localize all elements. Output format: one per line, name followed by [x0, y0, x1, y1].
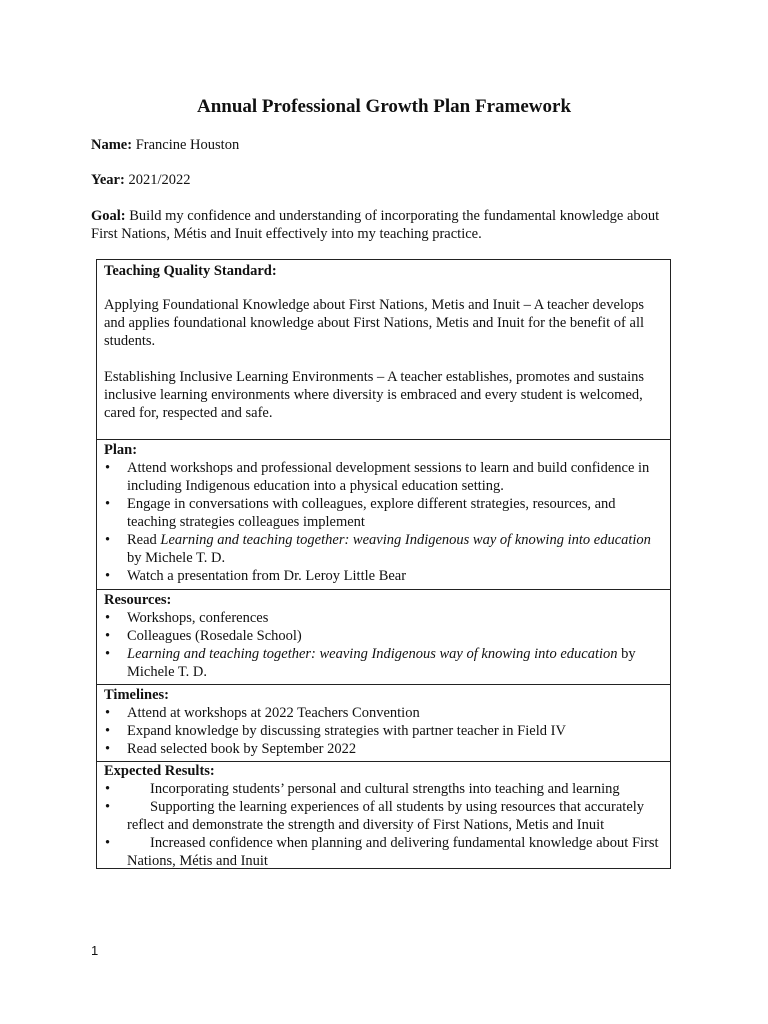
goal-label: Goal:: [91, 208, 126, 224]
document-title: Annual Professional Growth Plan Framework: [196, 96, 572, 117]
list-item: • Supporting the learning experiences of all students by using resources that accurately reflect and demonstrate the strength and diversity of First Nations, Metis and Inuit: [104, 798, 662, 834]
name-line: [91, 136, 681, 154]
list-item: • Read Learning and teaching together: weaving Indigenous way of knowing into education by Michele T. D.: [104, 531, 662, 567]
section-plan: [97, 439, 670, 589]
section-teaching-standard: [97, 260, 670, 439]
plan-list: [104, 459, 662, 585]
goal-value: Build my confidence and understanding of incorporating the fundamental knowledge about First Nations, Métis and Inuit effectively into my teaching practice.: [91, 208, 660, 242]
list-item: • Read selected book by September 2022: [104, 740, 662, 758]
section-heading: Resources:: [104, 592, 172, 608]
section-heading: Teaching Quality Standard:: [104, 263, 277, 279]
section-resources: [97, 589, 670, 684]
timelines-list: [104, 704, 662, 758]
standard-paragraph-2: Establishing Inclusive Learning Environments – A teacher establishes, promotes and sustains inclusive learning environments where diversity is embraced and every student is welcomed, cared for, respected and safe.: [104, 369, 645, 421]
book-title: Learning and teaching together: weaving Indigenous way of knowing into education: [160, 532, 651, 548]
name-value: Francine Houston: [135, 137, 240, 153]
list-item: • Watch a presentation from Dr. Leroy Little Bear: [104, 567, 662, 585]
list-item: • Increased confidence when planning and delivering fundamental knowledge about First Nations, Métis and Inuit: [104, 834, 662, 870]
book-title: Learning and teaching together: weaving Indigenous way of knowing into education: [127, 646, 618, 662]
section-heading: Plan:: [104, 442, 138, 458]
section-heading: Timelines:: [104, 687, 169, 703]
year-value: 2021/2022: [128, 172, 191, 188]
list-item: • Incorporating students’ personal and cultural strengths into teaching and learning: [104, 780, 662, 798]
list-item: • Expand knowledge by discussing strategies with partner teacher in Field IV: [104, 722, 662, 740]
list-item: • Engage in conversations with colleagues, explore different strategies, resources, and teaching strategies colleagues implement: [104, 495, 662, 531]
list-item: • Attend workshops and professional development sessions to learn and build confidence in including Indigenous education into a physical education setting.: [104, 459, 662, 495]
year-line: [91, 171, 681, 189]
name-label: Name:: [91, 137, 133, 153]
section-expected-results: [97, 761, 670, 868]
list-item: • Learning and teaching together: weaving Indigenous way of knowing into education by Michele T. D.: [104, 645, 662, 681]
standard-paragraph-1: Applying Foundational Knowledge about First Nations, Metis and Inuit – A teacher develops and applies foundational knowledge about First Nations, Metis and Inuit for the benefit of all students.: [104, 297, 645, 349]
year-label: Year:: [91, 172, 125, 188]
plan-table: [96, 259, 671, 869]
goal-line: [91, 207, 666, 243]
section-heading: Expected Results:: [104, 763, 215, 779]
list-item: • Colleagues (Rosedale School): [104, 627, 662, 645]
page-number: 1: [91, 943, 99, 958]
results-list: [104, 780, 662, 870]
list-item: • Attend at workshops at 2022 Teachers Convention: [104, 704, 662, 722]
list-item: • Workshops, conferences: [104, 609, 662, 627]
section-timelines: [97, 684, 670, 761]
resources-list: [104, 609, 662, 681]
